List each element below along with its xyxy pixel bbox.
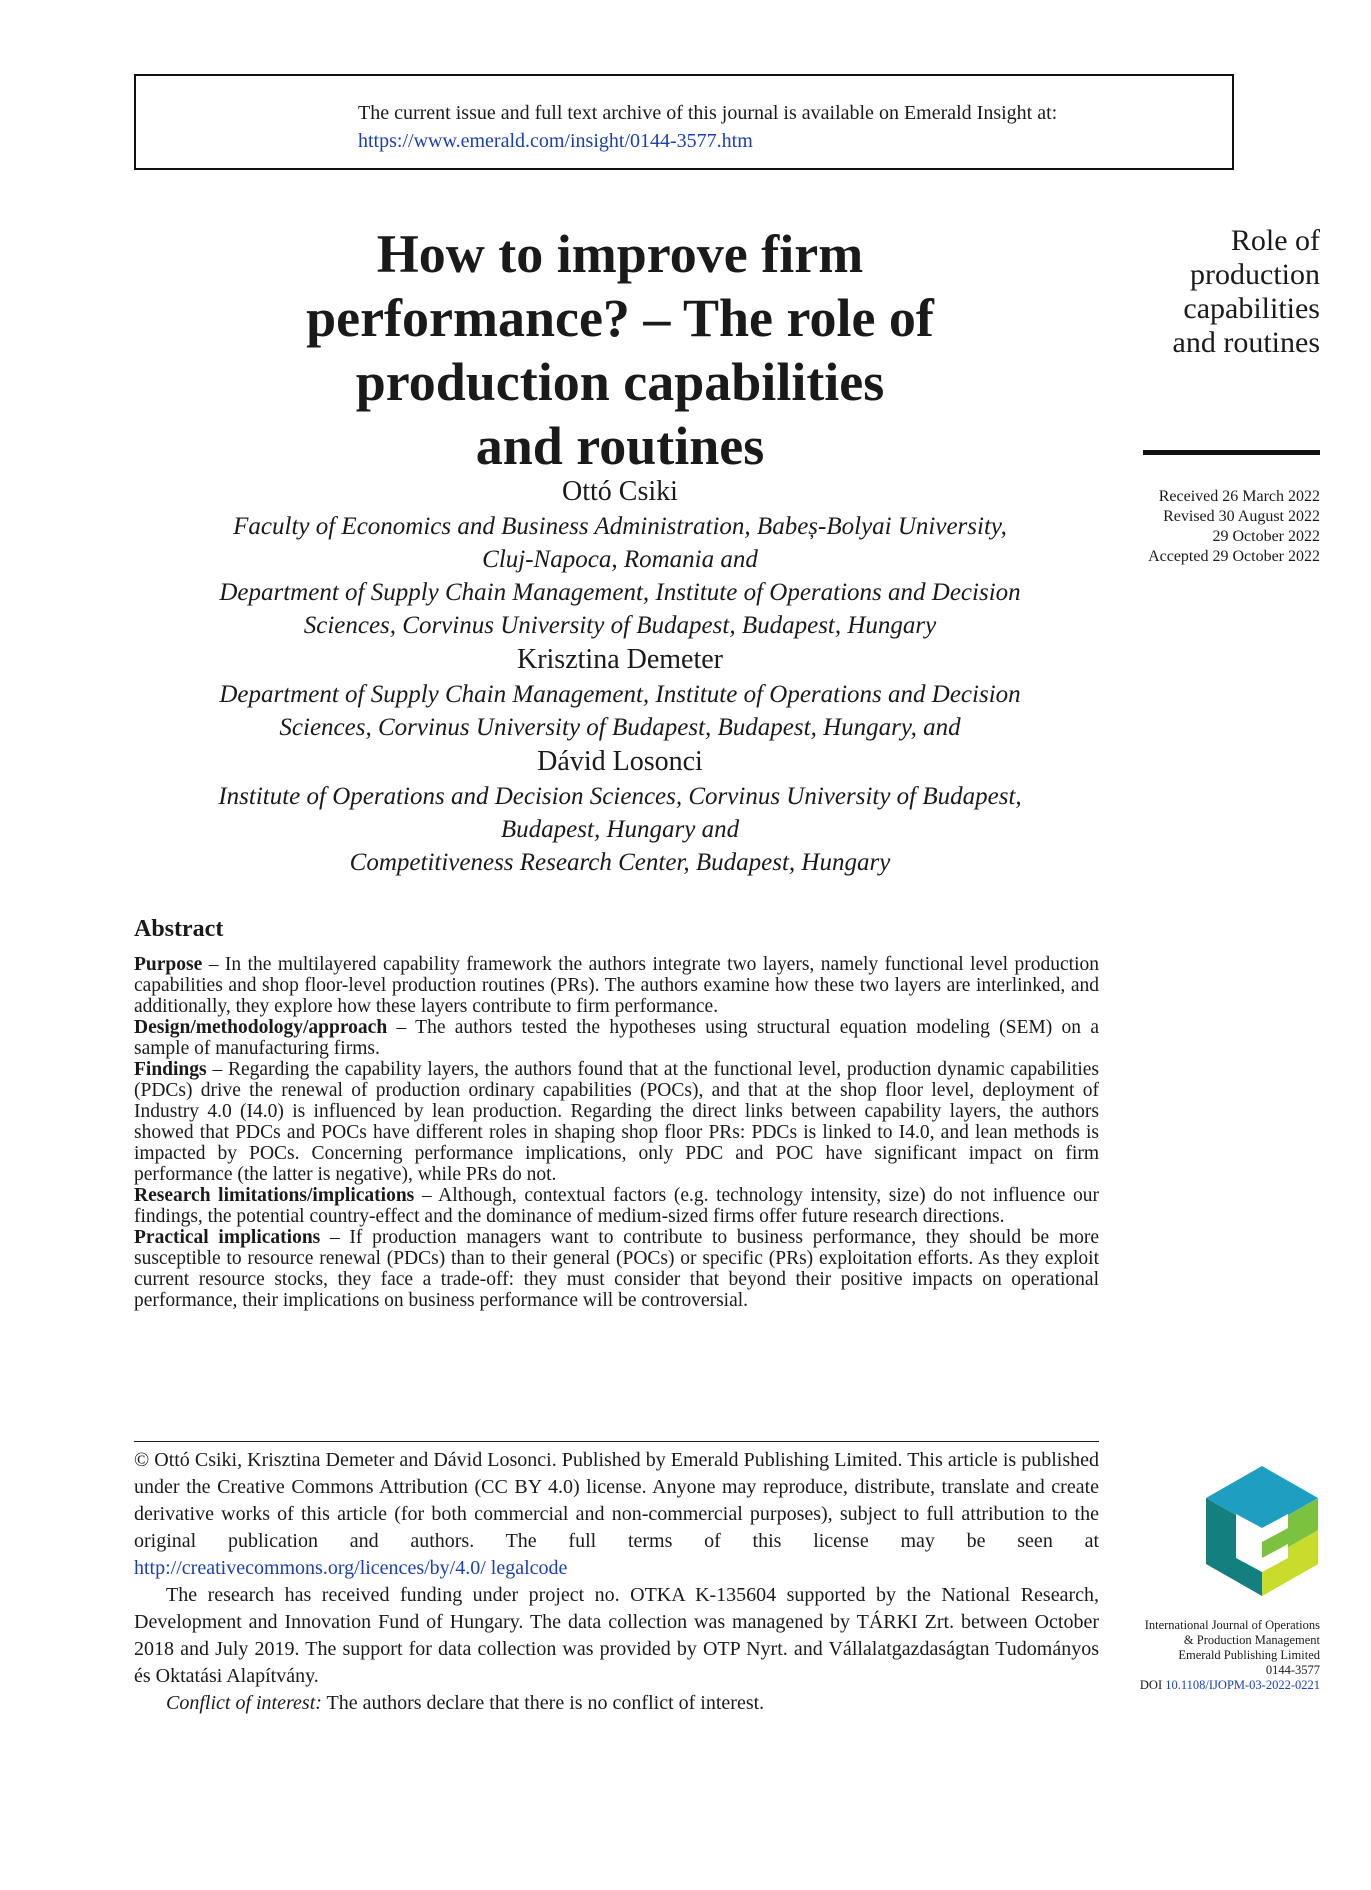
- journal-name: International Journal of Operations: [1144, 1618, 1320, 1632]
- author-block: [140, 474, 1100, 879]
- running-head: [1100, 224, 1320, 360]
- margin-rule: [1143, 450, 1320, 455]
- issn: 0144-3577: [1265, 1663, 1320, 1677]
- conflict-label: Conflict of interest:: [166, 1692, 322, 1714]
- abstract-text: – In the multilayered capability framework the authors integrate two layers, namely functional level production capabilities and shop floor-level production routines (PRs). The authors examine how these two layers are interlinked, and additionally, they explore how these layers contribute to firm performance.: [134, 954, 1099, 1017]
- author-affiliation: Cluj-Napoca, Romania and: [482, 546, 758, 573]
- conflict-note: [134, 1690, 1099, 1717]
- publisher-name: Emerald Publishing Limited: [1178, 1648, 1320, 1662]
- abstract-purpose: [134, 954, 1099, 1017]
- copyright-text: © Ottó Csiki, Krisztina Demeter and Dávid Losonci. Published by Emerald Publishing Limited. This article is published under the Creative Commons Attribution (CC BY 4.0) license. Anyone may reproduce, distribute, translate and create derivative works of this article (for both commercial and non-commercial purposes), subject to full attribution to the original publication and authors. The full terms of this license may be seen at: [134, 1449, 1099, 1552]
- abstract-text: – Although, contextual factors (e.g. technology intensity, size) do not influence our findings, the potential country-effect and the dominance of medium-sized firms offer future research directions.: [134, 1185, 1099, 1227]
- author-affiliation: Sciences, Corvinus University of Budapest, Budapest, Hungary: [303, 612, 937, 639]
- abstract-practical: [134, 1227, 1099, 1311]
- doi-label: DOI: [1139, 1678, 1166, 1692]
- emerald-logo-icon: [1206, 1466, 1318, 1596]
- footnotes: [134, 1447, 1099, 1717]
- author-affiliation: Department of Supply Chain Management, Institute of Operations and Decision: [219, 579, 1021, 606]
- running-head-line: production: [1190, 258, 1320, 291]
- date-accepted: Accepted 29 October 2022: [1148, 548, 1320, 565]
- author-affiliation: Faculty of Economics and Business Administration, Babeș-Bolyai University,: [233, 513, 1007, 540]
- title-line: How to improve firm: [376, 224, 864, 284]
- submission-dates: [1100, 487, 1320, 567]
- title-line: performance? – The role of: [306, 288, 934, 348]
- running-head-line: capabilities: [1183, 292, 1320, 325]
- author-name: Krisztina Demeter: [516, 644, 724, 675]
- abstract-heading: Abstract: [134, 916, 224, 942]
- funding-note: The research has received funding under project no. OTKA K-135604 supported by the National Research, Development and Innovation Fund of Hungary. The data collection was managened by TÁRKI Zrt. between October 2018 and July 2019. The support for data collection was provided by OTP Nyrt. and Vállalatgazdaságtan Tudományos és Oktatási Alapítvány.: [134, 1584, 1099, 1687]
- author-affiliation: Department of Supply Chain Management, Institute of Operations and Decision: [219, 681, 1021, 708]
- author-affiliation: Competitiveness Research Center, Budapest, Hungary: [349, 849, 891, 876]
- title-line: and routines: [475, 416, 765, 476]
- article-title: [170, 222, 1070, 478]
- running-head-line: and routines: [1172, 326, 1320, 359]
- abstract-label: Purpose: [134, 954, 203, 975]
- journal-notice-text: The current issue and full text archive of this journal is available on Emerald Insight at:: [358, 102, 1058, 124]
- copyright-note: [134, 1447, 1099, 1582]
- journal-info: [1080, 1618, 1320, 1693]
- journal-name-2: & Production Management: [1183, 1633, 1320, 1647]
- abstract-text: – If production managers want to contribute to business performance, they should be more susceptible to resource renewal (PDCs) than to their general (POCs) or specific (PRs) exploitation efforts. As they exploit current resource stocks, they face a trade-off: they must consider that beyond their positive impacts on operational performance, their implications on business performance will be controversial.: [134, 1227, 1099, 1311]
- abstract-label: Findings: [134, 1059, 207, 1080]
- journal-url-link[interactable]: https://www.emerald.com/insight/0144-3577.htm: [358, 130, 753, 152]
- date-revised: Revised 30 August 2022: [1163, 508, 1320, 525]
- date-revised-2: 29 October 2022: [1212, 528, 1320, 545]
- abstract-text: – The authors tested the hypotheses using structural equation modeling (SEM) on a sample of manufacturing firms.: [134, 1017, 1099, 1059]
- conflict-text: The authors declare that there is no conflict of interest.: [321, 1692, 765, 1714]
- author-affiliation: Institute of Operations and Decision Sciences, Corvinus University of Budapest,: [218, 783, 1022, 810]
- author-name: Ottó Csiki: [562, 476, 678, 507]
- abstract-label: Research limitations/implications: [134, 1185, 415, 1206]
- doi-link[interactable]: 10.1108/IJOPM-03-2022-0221: [1165, 1678, 1320, 1692]
- license-link[interactable]: http://creativecommons.org/licences/by/4.0/ legalcode: [134, 1557, 568, 1579]
- abstract-findings: [134, 1059, 1099, 1185]
- abstract-limitations: [134, 1185, 1099, 1227]
- author-name: Dávid Losonci: [537, 746, 703, 777]
- title-line: production capabilities: [355, 352, 885, 412]
- footnote-rule: [134, 1441, 1099, 1442]
- date-received: Received 26 March 2022: [1158, 488, 1320, 505]
- abstract-label: Practical implications: [134, 1227, 321, 1248]
- author-affiliation: Budapest, Hungary and: [500, 816, 740, 843]
- running-head-line: Role of: [1230, 224, 1320, 257]
- journal-notice-box: [134, 74, 1234, 170]
- author-affiliation: Sciences, Corvinus University of Budapest, Budapest, Hungary, and: [279, 714, 961, 741]
- abstract: [134, 916, 1099, 1311]
- abstract-text: – Regarding the capability layers, the authors found that at the functional level, production dynamic capabilities (PDCs) drive the renewal of production ordinary capabilities (POCs), and that at the shop floor level, deployment of Industry 4.0 (I4.0) is influenced by lean production. Regarding the direct links between capability layers, the authors showed that PDCs and POCs have different roles in shaping shop floor PRs: PDCs is linked to I4.0, and lean methods is impacted by POCs. Concerning performance implications, only PDC and POC have significant impact on firm performance (the latter is negative), while PRs do not.: [134, 1059, 1099, 1185]
- abstract-design: [134, 1017, 1099, 1059]
- doi-line: [1080, 1678, 1320, 1693]
- abstract-label: Design/methodology/approach: [134, 1017, 388, 1038]
